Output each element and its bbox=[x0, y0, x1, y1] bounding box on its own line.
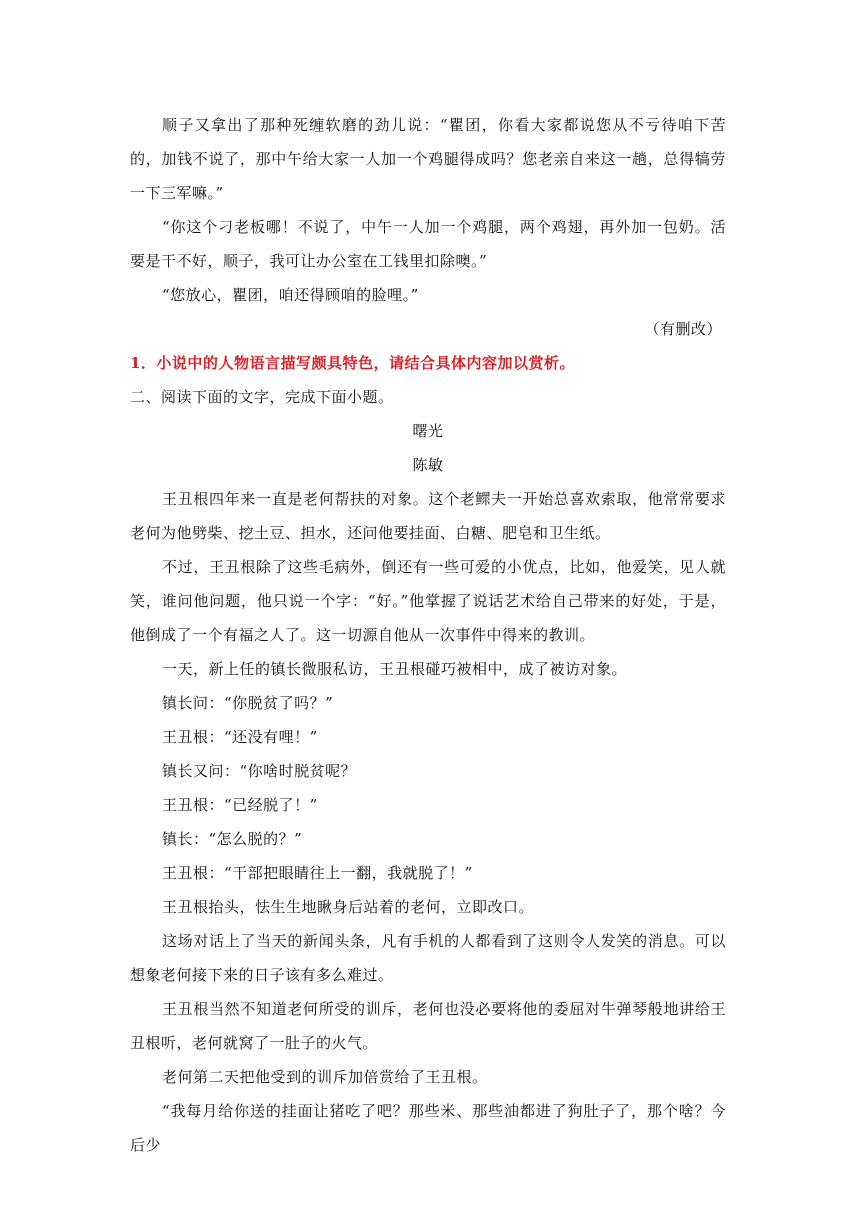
passage1-paragraph-2: “你这个刁老板哪！不说了，中午一人加一个鸡腿，两个鸡翅，再外加一包奶。活要是干不好，顺子，我可让办公室在工钱里扣除噢。” bbox=[130, 218, 726, 270]
section-2-heading: 二、阅读下面的文字，完成下面小题。 bbox=[130, 388, 394, 406]
story-paragraph-7: 王丑根：“已经脱了！” bbox=[162, 796, 318, 814]
story-paragraph-8: 镇长：“怎么脱的？” bbox=[162, 830, 303, 848]
story-paragraph-5: 王丑根：“还没有哩！” bbox=[162, 728, 318, 746]
story-paragraph-2: 不过，王丑根除了这些毛病外，倒还有一些可爱的小优点，比如，他爱笑，见人就笑，谁问他问题，他只说一个字：“好。”他掌握了说话艺术给自己带来的好处，于是，他倒成了一个有福之人了。这一切源自他从一次事件中得来的教训。 bbox=[130, 558, 726, 644]
story-paragraph-1: 王丑根四年来一直是老何帮扶的对象。这个老鳏夫一开始总喜欢索取，他常常要求老何为他劈柴、挖土豆、担水，还问他要挂面、白糖、肥皂和卫生纸。 bbox=[130, 490, 726, 542]
passage1-paragraph-1: 顺子又拿出了那种死缠软磨的劲儿说：“瞿团，你看大家都说您从不亏待咱下苦的，加钱不说了，那中午给大家一人加一个鸡腿得成吗？您老亲自来这一趟，总得犒劳一下三军嘛。” bbox=[130, 116, 726, 202]
story-paragraph-11: 这场对话上了当天的新闻头条，凡有手机的人都看到了这则令人发笑的消息。可以想象老何接下来的日子该有多么难过。 bbox=[130, 932, 726, 984]
story-paragraph-6: 镇长又问：“你啥时脱贫呢？ bbox=[162, 762, 357, 780]
story-paragraph-13: 老何第二天把他受到的训斥加倍赏给了王丑根。 bbox=[162, 1068, 488, 1086]
story-paragraph-10: 王丑根抬头，怯生生地瞅身后站着的老何，立即改口。 bbox=[162, 898, 535, 916]
passage1-paragraph-3: “您放心，瞿团，咱还得顾咱的脸哩。” bbox=[162, 286, 419, 304]
story-paragraph-14: “我每月给你送的挂面让猪吃了吧？那些米、那些油都进了狗肚子了，那个啥？今后少 bbox=[130, 1102, 726, 1154]
story-paragraph-4: 镇长问：“你脱贫了吗？” bbox=[162, 694, 334, 712]
source-note: （有删改） bbox=[644, 320, 722, 338]
document-content bbox=[130, 108, 726, 1162]
story-author: 陈敏 bbox=[412, 456, 444, 474]
story-paragraph-3: 一天，新上任的镇长微服私访，王丑根碰巧被相中，成了被访对象。 bbox=[162, 660, 628, 678]
story-title: 曙光 bbox=[412, 422, 444, 440]
question-1: 1．小说中的人物语言描写颇具特色，请结合具体内容加以赏析。 bbox=[130, 354, 575, 372]
story-paragraph-9: 王丑根：“干部把眼睛往上一翻，我就脱了！” bbox=[162, 864, 473, 882]
story-paragraph-12: 王丑根当然不知道老何所受的训斥，老何也没必要将他的委屈对牛弹琴般地讲给王丑根听，老何就窝了一肚子的火气。 bbox=[130, 1000, 726, 1052]
